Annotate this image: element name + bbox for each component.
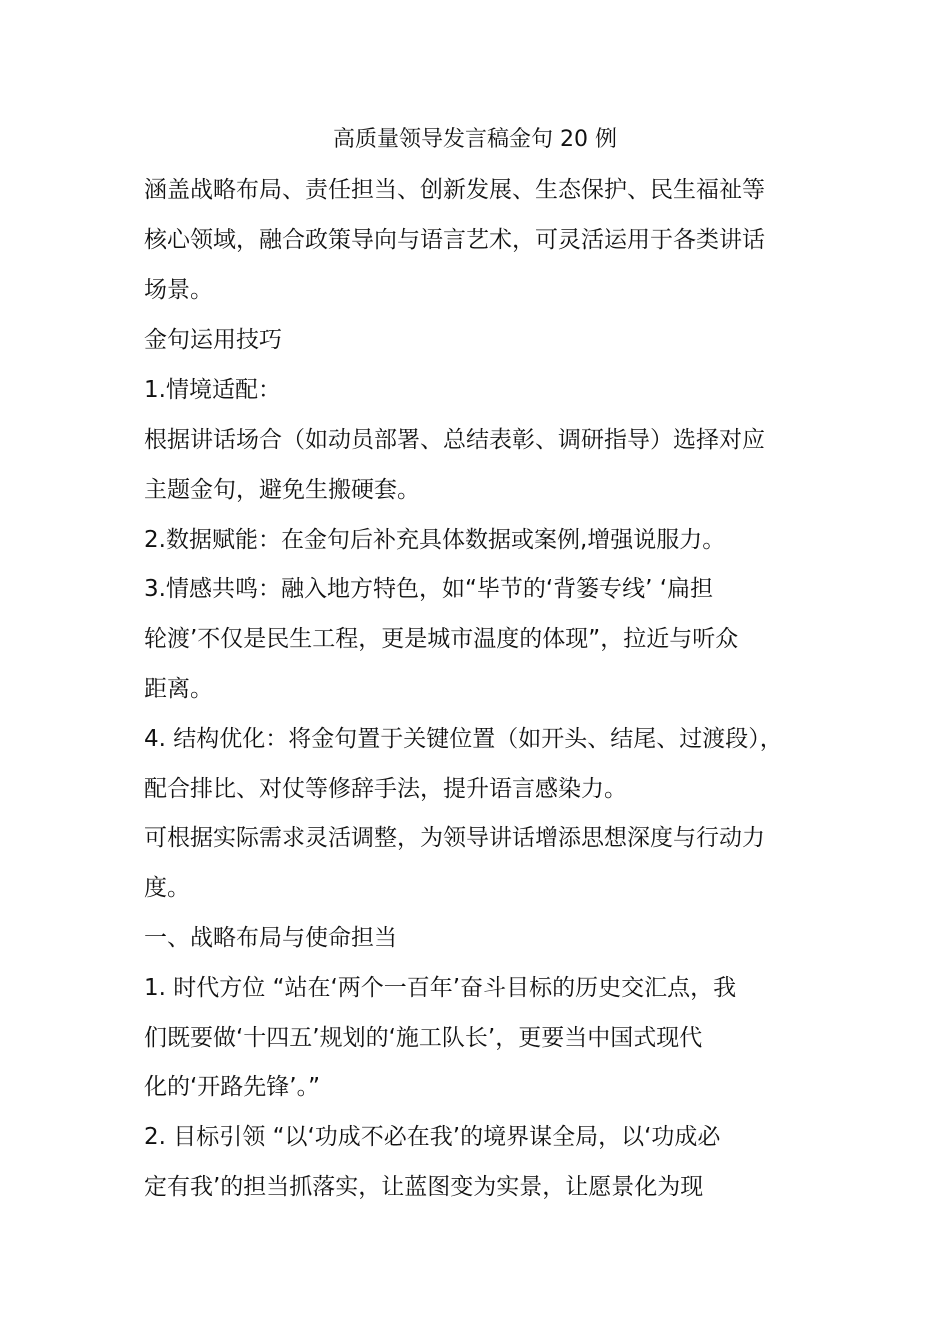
paragraph-line: 1.情境适配： (144, 377, 281, 403)
paragraph-line: 1. 时代方位 “站在‘两个一百年’奋斗目标的历史交汇点，我 (144, 975, 737, 1001)
paragraph-line: 核心领域，融合政策导向与语言艺术，可灵活运用于各类讲话 (144, 227, 765, 253)
paragraph-line: 2.数据赋能：在金句后补充具体数据或案例,增强说服力。 (144, 527, 726, 553)
paragraph-line: 配合排比、对仗等修辞手法，提升语言感染力。 (144, 776, 627, 802)
paragraph-line: 2. 目标引领 “以‘功成不必在我’的境界谋全局，以‘功成必 (144, 1124, 721, 1150)
paragraph-line: 度。 (144, 875, 190, 901)
paragraph-line: 们既要做‘十四五’规划的‘施工队长’，更要当中国式现代 (144, 1025, 703, 1051)
paragraph-line: 可根据实际需求灵活调整，为领导讲话增添思想深度与行动力 (144, 825, 765, 851)
paragraph-line: 距离。 (144, 676, 213, 702)
document-title: 高质量领导发言稿金句 20 例 (333, 127, 617, 152)
paragraph-line: 涵盖战略布局、责任担当、创新发展、生态保护、民生福祉等 (144, 177, 765, 203)
paragraph-line: 定有我’的担当抓落实，让蓝图变为实景，让愿景化为现 (144, 1174, 704, 1200)
paragraph-line: 轮渡’不仅是民生工程，更是城市温度的体现”，拉近与听众 (144, 626, 739, 652)
paragraph-line: 化的‘开路先锋’。” (144, 1074, 321, 1100)
paragraph-line: 主题金句，避免生搬硬套。 (144, 477, 420, 503)
paragraph-line: 3.情感共鸣：融入地方特色，如“毕节的‘背篓专线’ ‘扁担 (144, 576, 714, 602)
section-heading: 一、战略布局与使命担当 (144, 925, 397, 951)
paragraph-line: 场景。 (144, 277, 213, 303)
paragraph-line: 4. 结构优化：将金句置于关键位置（如开头、结尾、过渡段）， (144, 726, 783, 752)
paragraph-line: 根据讲话场合（如动员部署、总结表彰、调研指导）选择对应 (144, 427, 765, 453)
section-heading: 金句运用技巧 (144, 327, 282, 353)
